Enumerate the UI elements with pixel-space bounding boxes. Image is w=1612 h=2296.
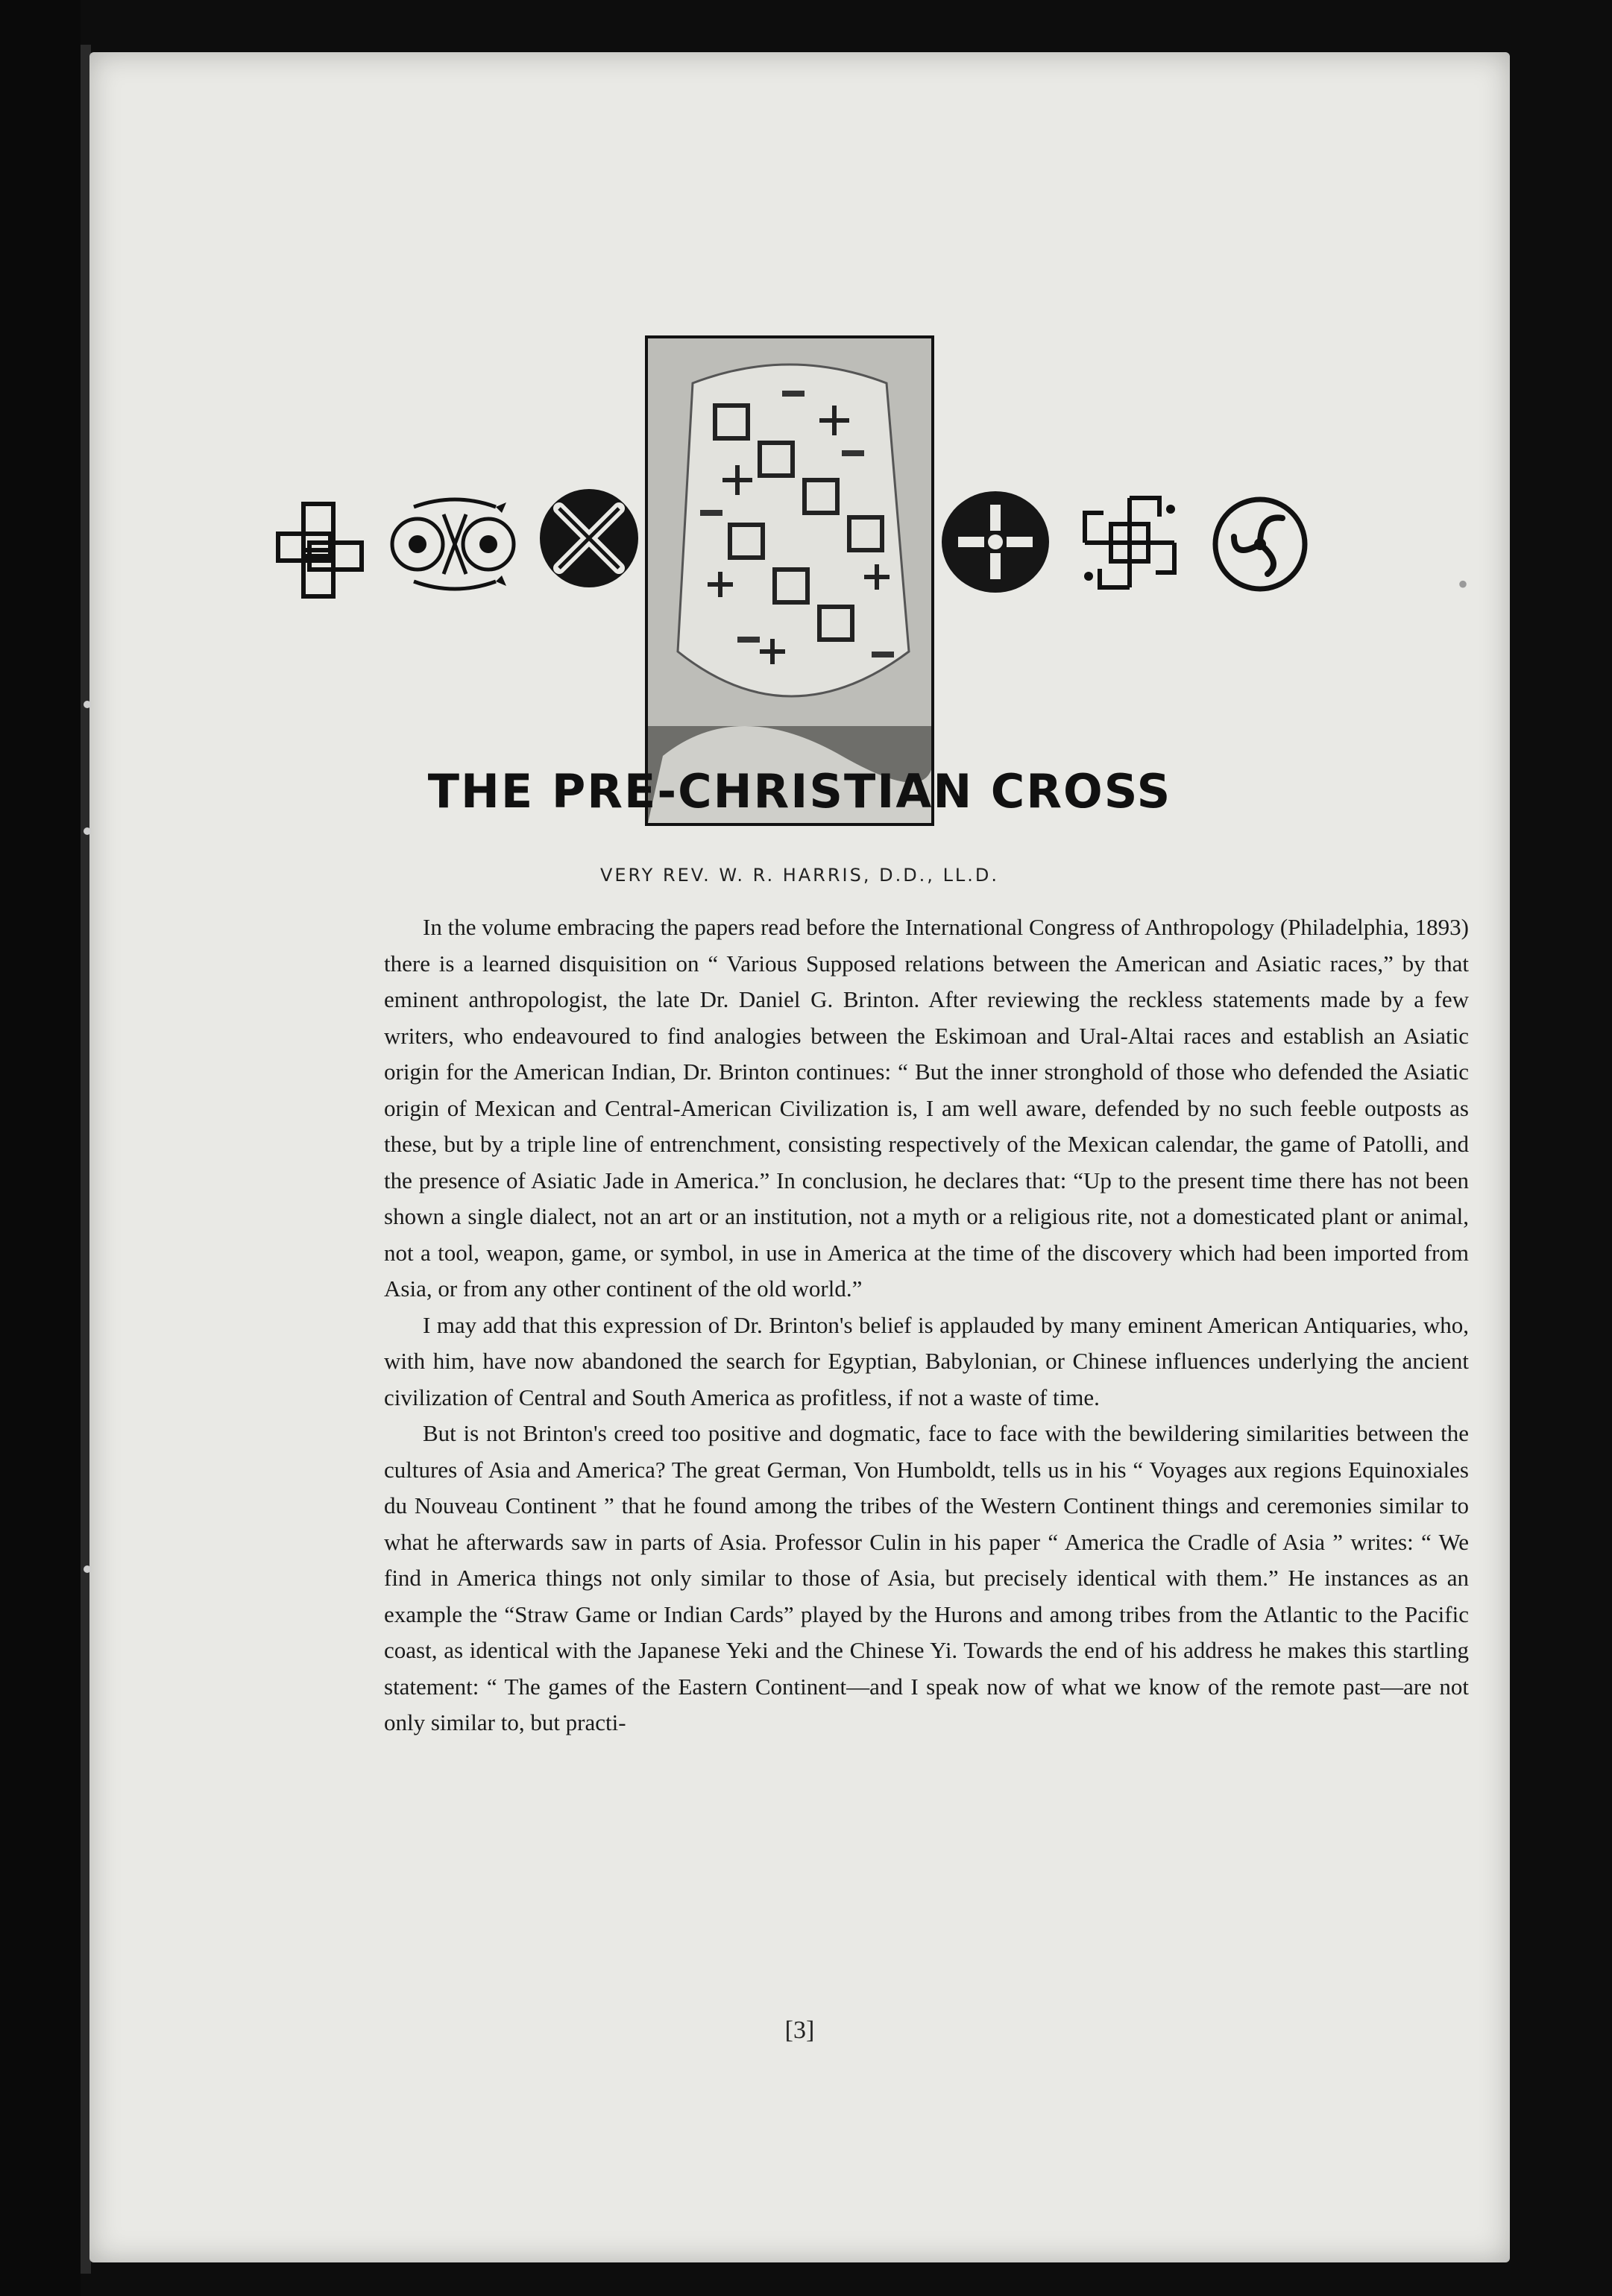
margin-blemish: • — [1458, 567, 1469, 601]
binding-mark — [84, 827, 91, 835]
saltire-disc-icon — [537, 486, 641, 590]
header-illustration — [89, 276, 1510, 813]
bent-cross-disc-icon — [939, 486, 1051, 598]
binding-mark — [84, 1565, 91, 1573]
meander-cross-icon — [1074, 491, 1186, 595]
serpent-disc-icon — [384, 485, 526, 604]
document-page — [89, 52, 1510, 2262]
article-byline: VERY REV. W. R. HARRIS, D.D., LL.D. — [599, 865, 1000, 886]
interlaced-cross-icon — [272, 498, 369, 602]
basket-photograph — [645, 335, 934, 826]
triskele-circle-icon — [1208, 492, 1312, 596]
article-body — [384, 909, 1469, 1741]
paragraph: But is not Brinton's creed too positive and dogmatic, face to face with the bewildering similarities between the cultures of Asia and America? The great German, Von Humboldt, tells us in his “ Voyages aux regions Equinoxiales du Nouveau Continent ” that he found among the tribes of the Western Continent things and ceremonies similar to what he afterwards saw in parts of Asia. Professor Culin in his paper “ America the Cradle of Asia ” writes: “ We find in America things not only similar to those of Asia, but precisely identical with them.” He instances as an example the “Straw Game or Indian Cards” played by the Hurons and among tribes from the Atlantic to the Pacific coast, as identical with the Japanese Yeki and the Chinese Yi. Towards the end of his address he makes this startling statement: “ The games of the Eastern Continent—and I speak now of what we know of the remote past—are not only similar to, but practi- — [384, 1420, 1469, 1735]
paragraph: In the volume embracing the papers read before the International Congress of Anthropology (Philadelphia, 1893) there is a learned disquisition on “ Various Supposed relations between the American and Asiatic races,” by that eminent anthropologist, the late Dr. Daniel G. Brinton. After reviewing the reckless statements made by a few writers, who endeavoured to find analogies between the Eskimoan and Ural-Altai races and establish an Asiatic origin for the American Indian, Dr. Brinton continues: “ But the inner stronghold of those who defended the Asiatic origin of Mexican and Central-American Civilization is, I am well aware, defended by no such feeble outposts as these, but by a triple line of entrenchment, consisting respectively of the Mexican calendar, the game of Patolli, and the presence of Asiatic Jade in America.” In conclusion, he declares that: “Up to the present time there has not been shown a single dialect, not an art or an institution, not a myth or a religious rite, not a domesticated plant or animal, not a tool, weapon, game, or symbol, in use in America at the time of the discovery which had been imported from Asia, or from any other continent of the old world.” — [384, 914, 1469, 1302]
scan-left-margin — [0, 0, 81, 2296]
page-number: [3] — [784, 2016, 815, 2044]
paragraph: I may add that this expression of Dr. Brinton's belief is applauded by many eminent American Antiquaries, who, with him, have now abandoned the search for Egyptian, Babylonian, or Chinese influences underlying the ancient civilization of Central and South America as profitless, if not a waste of time. — [384, 1311, 1469, 1410]
article-title: THE PRE-CHRISTIAN CROSS — [427, 764, 1172, 819]
